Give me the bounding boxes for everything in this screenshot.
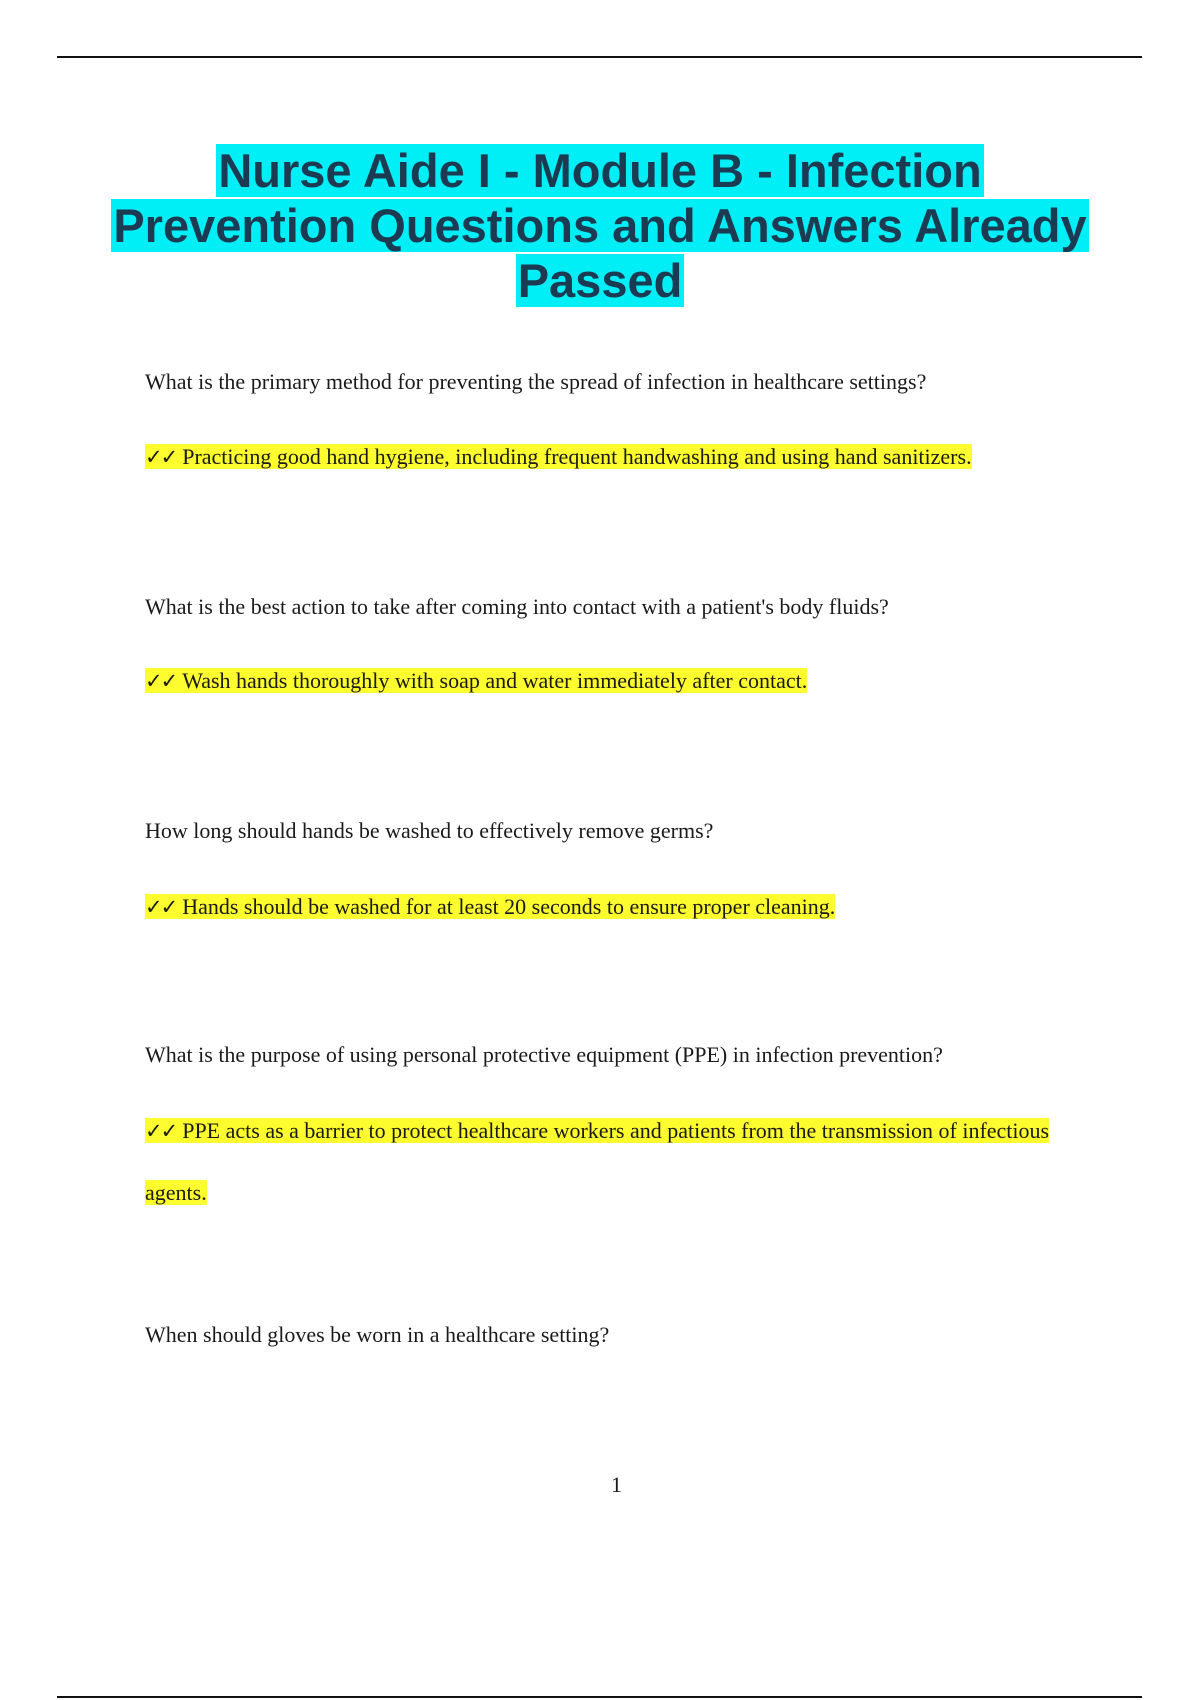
question-5: When should gloves be worn in a healthcare setting? <box>145 1322 610 1347</box>
question-1: What is the primary method for preventing the spread of infection in healthcare settings? <box>145 369 927 394</box>
footer-rule <box>57 1696 1142 1698</box>
answer-text: Practicing good hand hygiene, including frequent handwashing and using hand sanitizers. <box>182 444 972 469</box>
header-rule <box>57 56 1142 58</box>
answer-3 <box>145 876 1065 938</box>
answer-2 <box>145 650 1065 712</box>
answer-text: PPE acts as a barrier to protect healthcare workers and patients from the transmission of infectious agents. <box>145 1118 1050 1205</box>
answer-1 <box>145 426 1065 488</box>
question-2: What is the best action to take after coming into contact with a patient's body fluids? <box>145 594 889 619</box>
double-check-icon: ✓✓ <box>145 445 177 469</box>
document-title <box>100 143 1100 308</box>
answer-highlight <box>145 444 972 469</box>
question-3: How long should hands be washed to effectively remove germs? <box>145 818 714 843</box>
double-check-icon: ✓✓ <box>145 669 177 693</box>
answer-4 <box>145 1100 1065 1223</box>
answer-highlight <box>145 894 835 919</box>
double-check-icon: ✓✓ <box>145 895 177 919</box>
question-4: What is the purpose of using personal protective equipment (PPE) in infection prevention? <box>145 1042 943 1067</box>
answer-text: Wash hands thoroughly with soap and water immediately after contact. <box>182 668 808 693</box>
answer-highlight <box>145 1118 1049 1205</box>
double-check-icon: ✓✓ <box>145 1119 177 1143</box>
answer-highlight <box>145 668 807 693</box>
title-text: Nurse Aide I - Module B - Infection Prevention Questions and Answers Already Passed <box>113 144 1087 307</box>
answer-text: Hands should be washed for at least 20 seconds to ensure proper cleaning. <box>182 894 836 919</box>
page-number: 1 <box>611 1472 622 1497</box>
